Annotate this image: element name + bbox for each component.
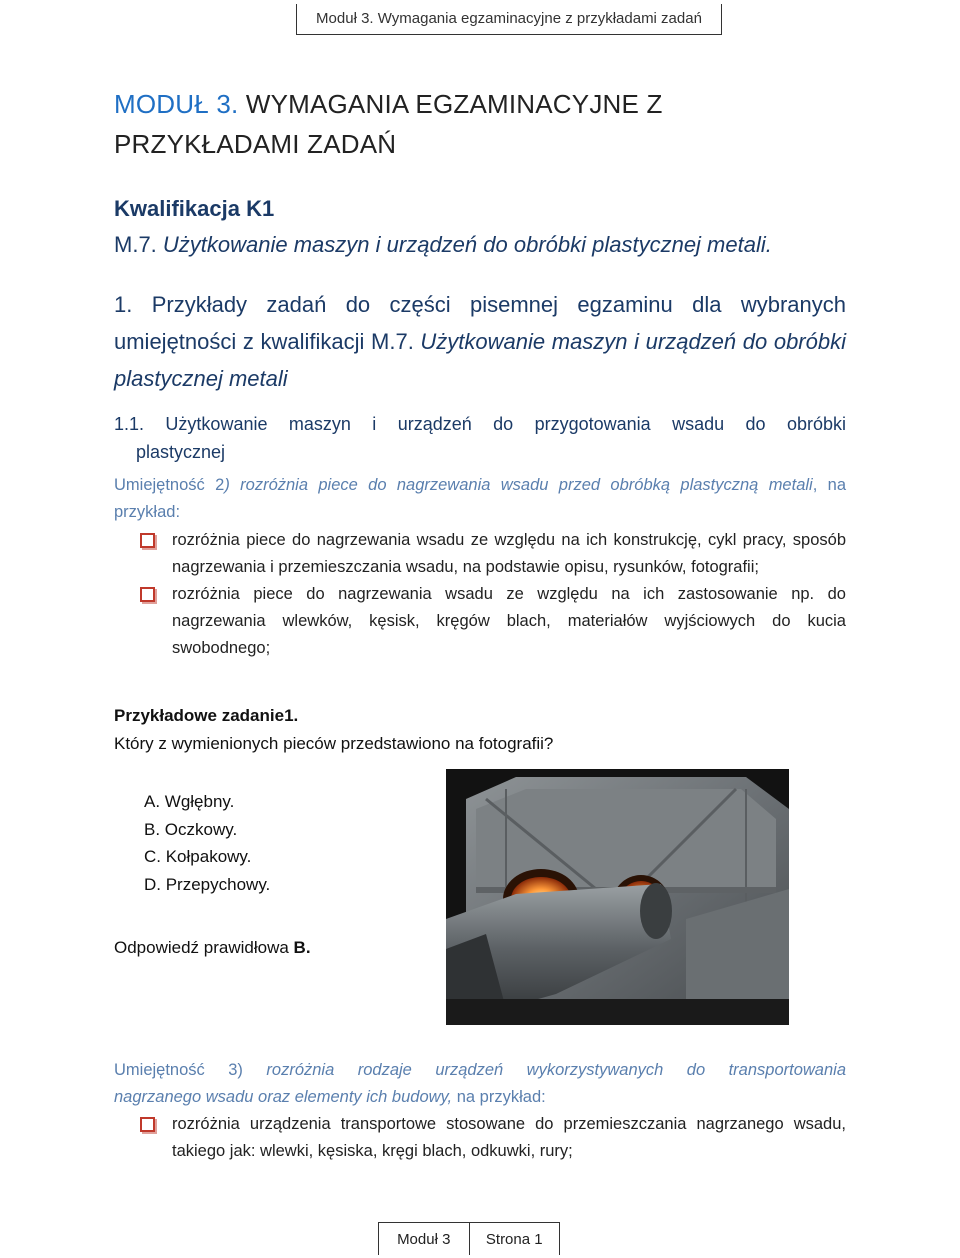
skill-3-line1 <box>114 1057 846 1084</box>
furnace-photo <box>446 769 789 1025</box>
bullet-text: rozróżnia piece do nagrzewania wsadu ze względu na ich zastosowanie np. do nagrzewania wlewków, kęsisk, kręgów blach, materiałów wyjściowych do kucia swobodnego; <box>172 585 846 657</box>
module-heading-title: WYMAGANIA EGZAMINACYJNE Z PRZYKŁADAMI ZADAŃ <box>114 89 663 159</box>
task-question: Który z wymienionych pieców przedstawiono na fotografii? <box>114 734 554 753</box>
correct-answer-value: B. <box>293 938 311 957</box>
section-1-1-line1: 1.1. Użytkowanie maszyn i urządzeń do przygotowania wsadu do obróbki <box>114 414 846 434</box>
checkbox-bullet-icon <box>140 587 155 602</box>
furnace-photo-illustration <box>446 769 789 1025</box>
section-1-1-heading <box>114 410 846 466</box>
module-heading-number: MODUŁ 3. <box>114 89 239 119</box>
skill-2-prefix: Umiejętność 2 <box>114 476 225 494</box>
skill-3 <box>114 1057 846 1111</box>
module-name: Użytkowanie maszyn i urządzeń do obróbki plastycznej metali. <box>162 232 772 257</box>
qualification-heading: Kwalifikacja K1 <box>114 196 275 221</box>
answer-option: B. Oczkowy. <box>144 819 238 839</box>
section-1-prefix: 1. Przykłady zadań do części pisemnej egzaminu dla wybranych umiejętności z kwalifikacji M.7. <box>114 292 846 354</box>
page-header: Moduł 3. Wymagania egzaminacyjne z przykładami zadań <box>296 4 722 35</box>
correct-answer <box>114 938 311 958</box>
list-item <box>138 1111 846 1165</box>
bullet-text: rozróżnia urządzenia transportowe stosowane do przemieszczania nagrzanego wsadu, takiego jak: wlewki, kęsiska, kręgi blach, odkuwki, rury; <box>172 1115 846 1160</box>
answer-option: D. Przepychowy. <box>144 874 271 894</box>
answer-option: C. Kołpakowy. <box>144 847 252 866</box>
section-1-heading <box>114 286 846 397</box>
skill-3-line2 <box>114 1084 846 1111</box>
module-heading <box>114 84 854 164</box>
correct-answer-label: Odpowiedź prawidłowa <box>114 938 294 957</box>
module-subheading <box>114 232 772 258</box>
answer-list <box>144 788 270 898</box>
answer-option: A. Wgłębny. <box>144 792 235 811</box>
skill-2-bullets <box>138 527 846 662</box>
checkbox-bullet-icon <box>140 533 155 548</box>
section-1-1-line2: plastycznej <box>136 442 226 462</box>
checkbox-bullet-icon <box>140 1117 155 1132</box>
skill-2 <box>114 472 846 526</box>
skill-3-suffix: na przykład: <box>452 1088 546 1106</box>
list-item <box>138 527 846 581</box>
skill-3-italic1: rozróżnia rodzaje urządzeń wykorzystywanych do transportowania <box>266 1061 846 1079</box>
skill-2-line1 <box>114 472 846 499</box>
footer-module: Moduł 3 <box>397 1231 451 1248</box>
skill-3-italic2: nagrzanego wsadu oraz elementy ich budowy, <box>114 1088 453 1106</box>
page-footer <box>378 1222 560 1255</box>
skill-2-line2: przykład: <box>114 503 181 521</box>
list-item <box>138 581 846 662</box>
section-1-italic: Użytkowanie maszyn i urządzeń do obróbki plastycznej metali <box>114 329 846 391</box>
skill-3-prefix: Umiejętność 3) <box>114 1061 267 1079</box>
skill-3-bullets <box>138 1111 846 1165</box>
module-code: M.7. <box>114 232 163 257</box>
task-title: Przykładowe zadanie1. <box>114 706 299 725</box>
skill-2-suffix: , na <box>812 476 847 494</box>
footer-page-number: Strona 1 <box>469 1223 560 1255</box>
skill-2-italic: ) rozróżnia piece do nagrzewania wsadu przed obróbką plastyczną metali <box>224 476 813 494</box>
bullet-text: rozróżnia piece do nagrzewania wsadu ze względu na ich konstrukcję, cykl pracy, sposób nagrzewania i przemieszczania wsadu, na podstawie opisu, rysunków, fotografii; <box>172 531 846 576</box>
